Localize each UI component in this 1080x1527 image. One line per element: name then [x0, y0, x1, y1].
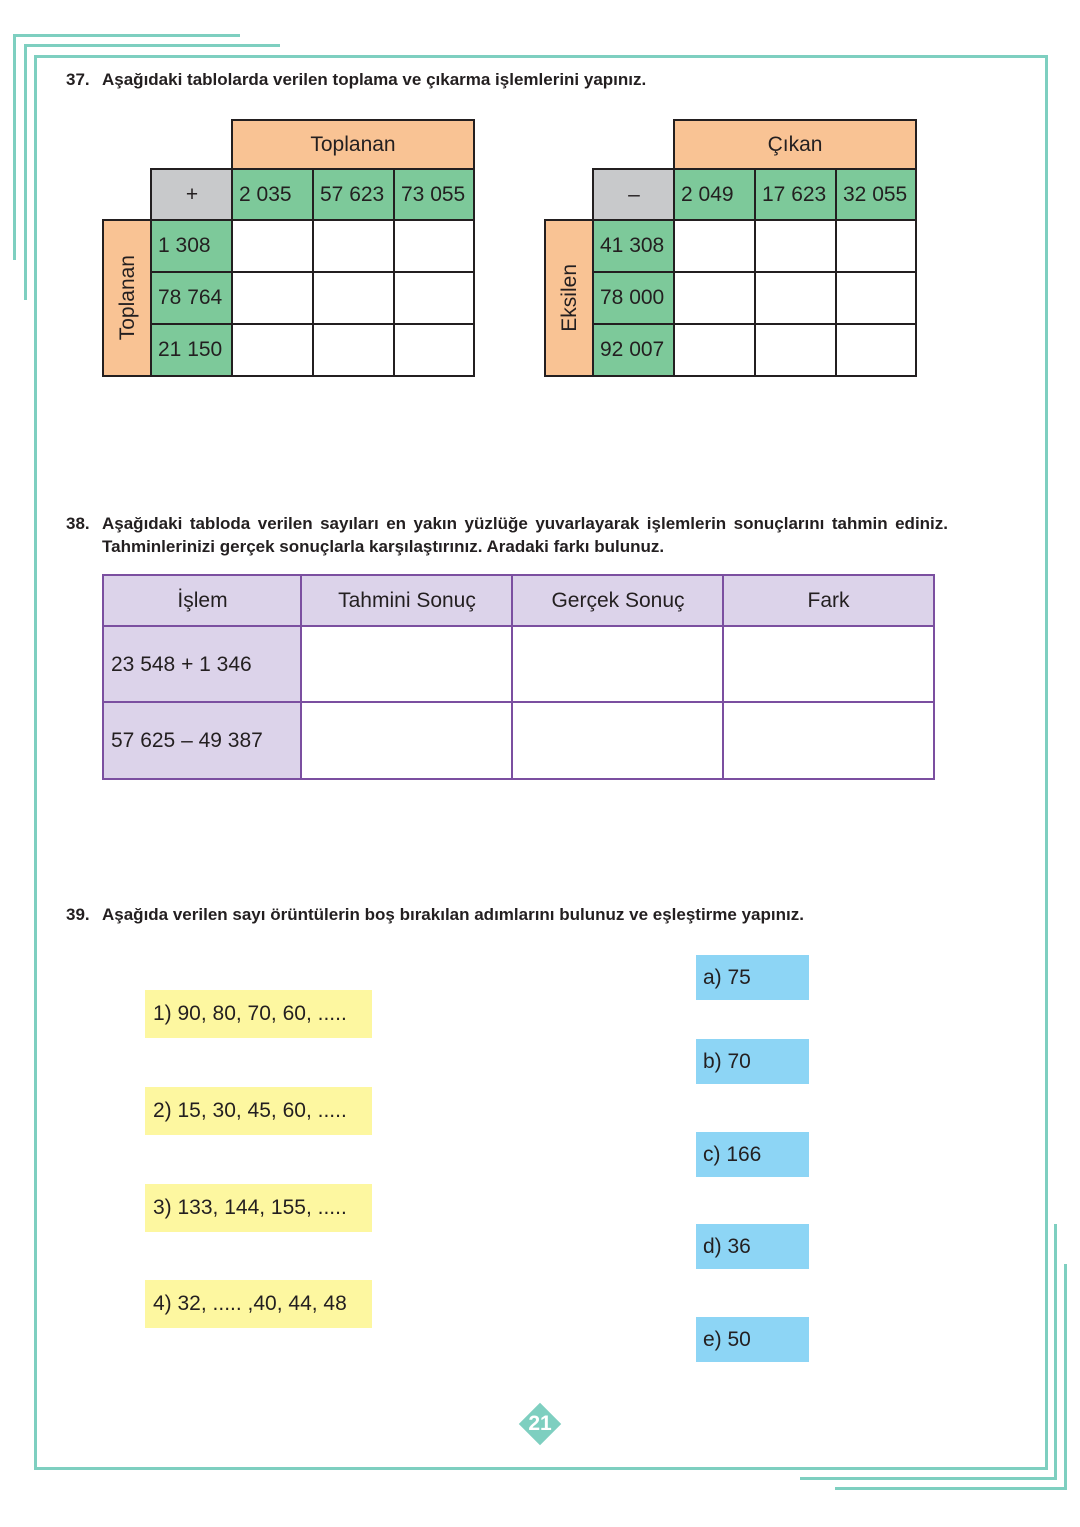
- answer-option[interactable]: b) 70: [696, 1039, 809, 1084]
- column-header: Tahmini Sonuç: [300, 574, 514, 628]
- row-value: 1 308: [150, 219, 234, 273]
- answer-cell[interactable]: [312, 323, 396, 377]
- answer-cell[interactable]: [231, 219, 315, 273]
- question-text: Aşağıda verilen sayı örüntülerin boş bırakılan adımlarını bulunuz ve eşleştirme yapınız.: [102, 905, 804, 924]
- answer-cell[interactable]: [231, 271, 315, 325]
- operator-cell: +: [150, 168, 234, 222]
- answer-cell[interactable]: [300, 625, 514, 704]
- page-number: 21: [528, 1412, 552, 1435]
- frame-line: [835, 1487, 1067, 1490]
- answer-cell[interactable]: [835, 219, 917, 273]
- side-header: [102, 219, 153, 377]
- operator-cell: –: [592, 168, 676, 222]
- answer-cell[interactable]: [673, 219, 757, 273]
- pattern-item[interactable]: 2) 15, 30, 45, 60, .....: [145, 1087, 372, 1135]
- frame-line: [24, 44, 280, 47]
- pattern-item[interactable]: 3) 133, 144, 155, .....: [145, 1184, 372, 1232]
- question-text: Aşağıdaki tabloda verilen sayıları en yakın yüzlüğe yuvarlayarak işlemlerin sonuçlarını tahmin ediniz. Tahminlerinizi gerçek sonuçlarla karşılaştırınız. Aradaki farkı bulunuz.: [102, 514, 948, 556]
- answer-cell[interactable]: [231, 323, 315, 377]
- frame-line: [34, 55, 1048, 58]
- answer-option[interactable]: a) 75: [696, 955, 809, 1000]
- side-header-label: Toplanan: [115, 255, 139, 341]
- frame-line: [1064, 1264, 1067, 1490]
- answer-cell[interactable]: [312, 219, 396, 273]
- column-value: 2 049: [673, 168, 757, 222]
- column-header: Gerçek Sonuç: [511, 574, 725, 628]
- answer-cell[interactable]: [835, 271, 917, 325]
- answer-cell[interactable]: [722, 625, 935, 704]
- answer-cell[interactable]: [312, 271, 396, 325]
- column-value: 17 623: [754, 168, 838, 222]
- row-value: 78 000: [592, 271, 676, 325]
- frame-line: [34, 55, 37, 1470]
- question-number: 38.: [66, 514, 90, 533]
- column-header: Fark: [722, 574, 935, 628]
- table-header: Toplanan: [231, 119, 475, 170]
- column-header: İşlem: [102, 574, 303, 628]
- column-value: 2 035: [231, 168, 315, 222]
- frame-line: [800, 1477, 1057, 1480]
- answer-cell[interactable]: [300, 701, 514, 780]
- question-number: 39.: [66, 905, 90, 924]
- column-value: 57 623: [312, 168, 396, 222]
- question-number: 37.: [66, 70, 90, 89]
- side-header-label: Eksilen: [557, 264, 581, 332]
- answer-cell[interactable]: [754, 219, 838, 273]
- row-value: 21 150: [150, 323, 234, 377]
- operation-cell: 23 548 + 1 346: [102, 625, 303, 704]
- frame-line: [34, 1467, 1048, 1470]
- answer-cell[interactable]: [722, 701, 935, 780]
- side-header: [544, 219, 595, 377]
- row-value: 92 007: [592, 323, 676, 377]
- frame-line: [1045, 55, 1048, 1470]
- answer-cell[interactable]: [393, 219, 475, 273]
- frame-line: [13, 34, 240, 37]
- frame-line: [13, 34, 16, 260]
- answer-cell[interactable]: [673, 323, 757, 377]
- row-value: 78 764: [150, 271, 234, 325]
- row-value: 41 308: [592, 219, 676, 273]
- answer-cell[interactable]: [393, 271, 475, 325]
- table-header: Çıkan: [673, 119, 917, 170]
- answer-option[interactable]: e) 50: [696, 1317, 809, 1362]
- question-text: Aşağıdaki tablolarda verilen toplama ve çıkarma işlemlerini yapınız.: [102, 70, 647, 89]
- answer-cell[interactable]: [754, 323, 838, 377]
- answer-cell[interactable]: [511, 625, 725, 704]
- answer-cell[interactable]: [511, 701, 725, 780]
- column-value: 32 055: [835, 168, 917, 222]
- pattern-item[interactable]: 1) 90, 80, 70, 60, .....: [145, 990, 372, 1038]
- answer-option[interactable]: d) 36: [696, 1224, 809, 1269]
- frame-line: [24, 44, 27, 300]
- answer-cell[interactable]: [835, 323, 917, 377]
- column-value: 73 055: [393, 168, 475, 222]
- answer-option[interactable]: c) 166: [696, 1132, 809, 1177]
- operation-cell: 57 625 – 49 387: [102, 701, 303, 780]
- frame-line: [1054, 1224, 1057, 1480]
- answer-cell[interactable]: [673, 271, 757, 325]
- answer-cell[interactable]: [393, 323, 475, 377]
- answer-cell[interactable]: [754, 271, 838, 325]
- pattern-item[interactable]: 4) 32, ..... ,40, 44, 48: [145, 1280, 372, 1328]
